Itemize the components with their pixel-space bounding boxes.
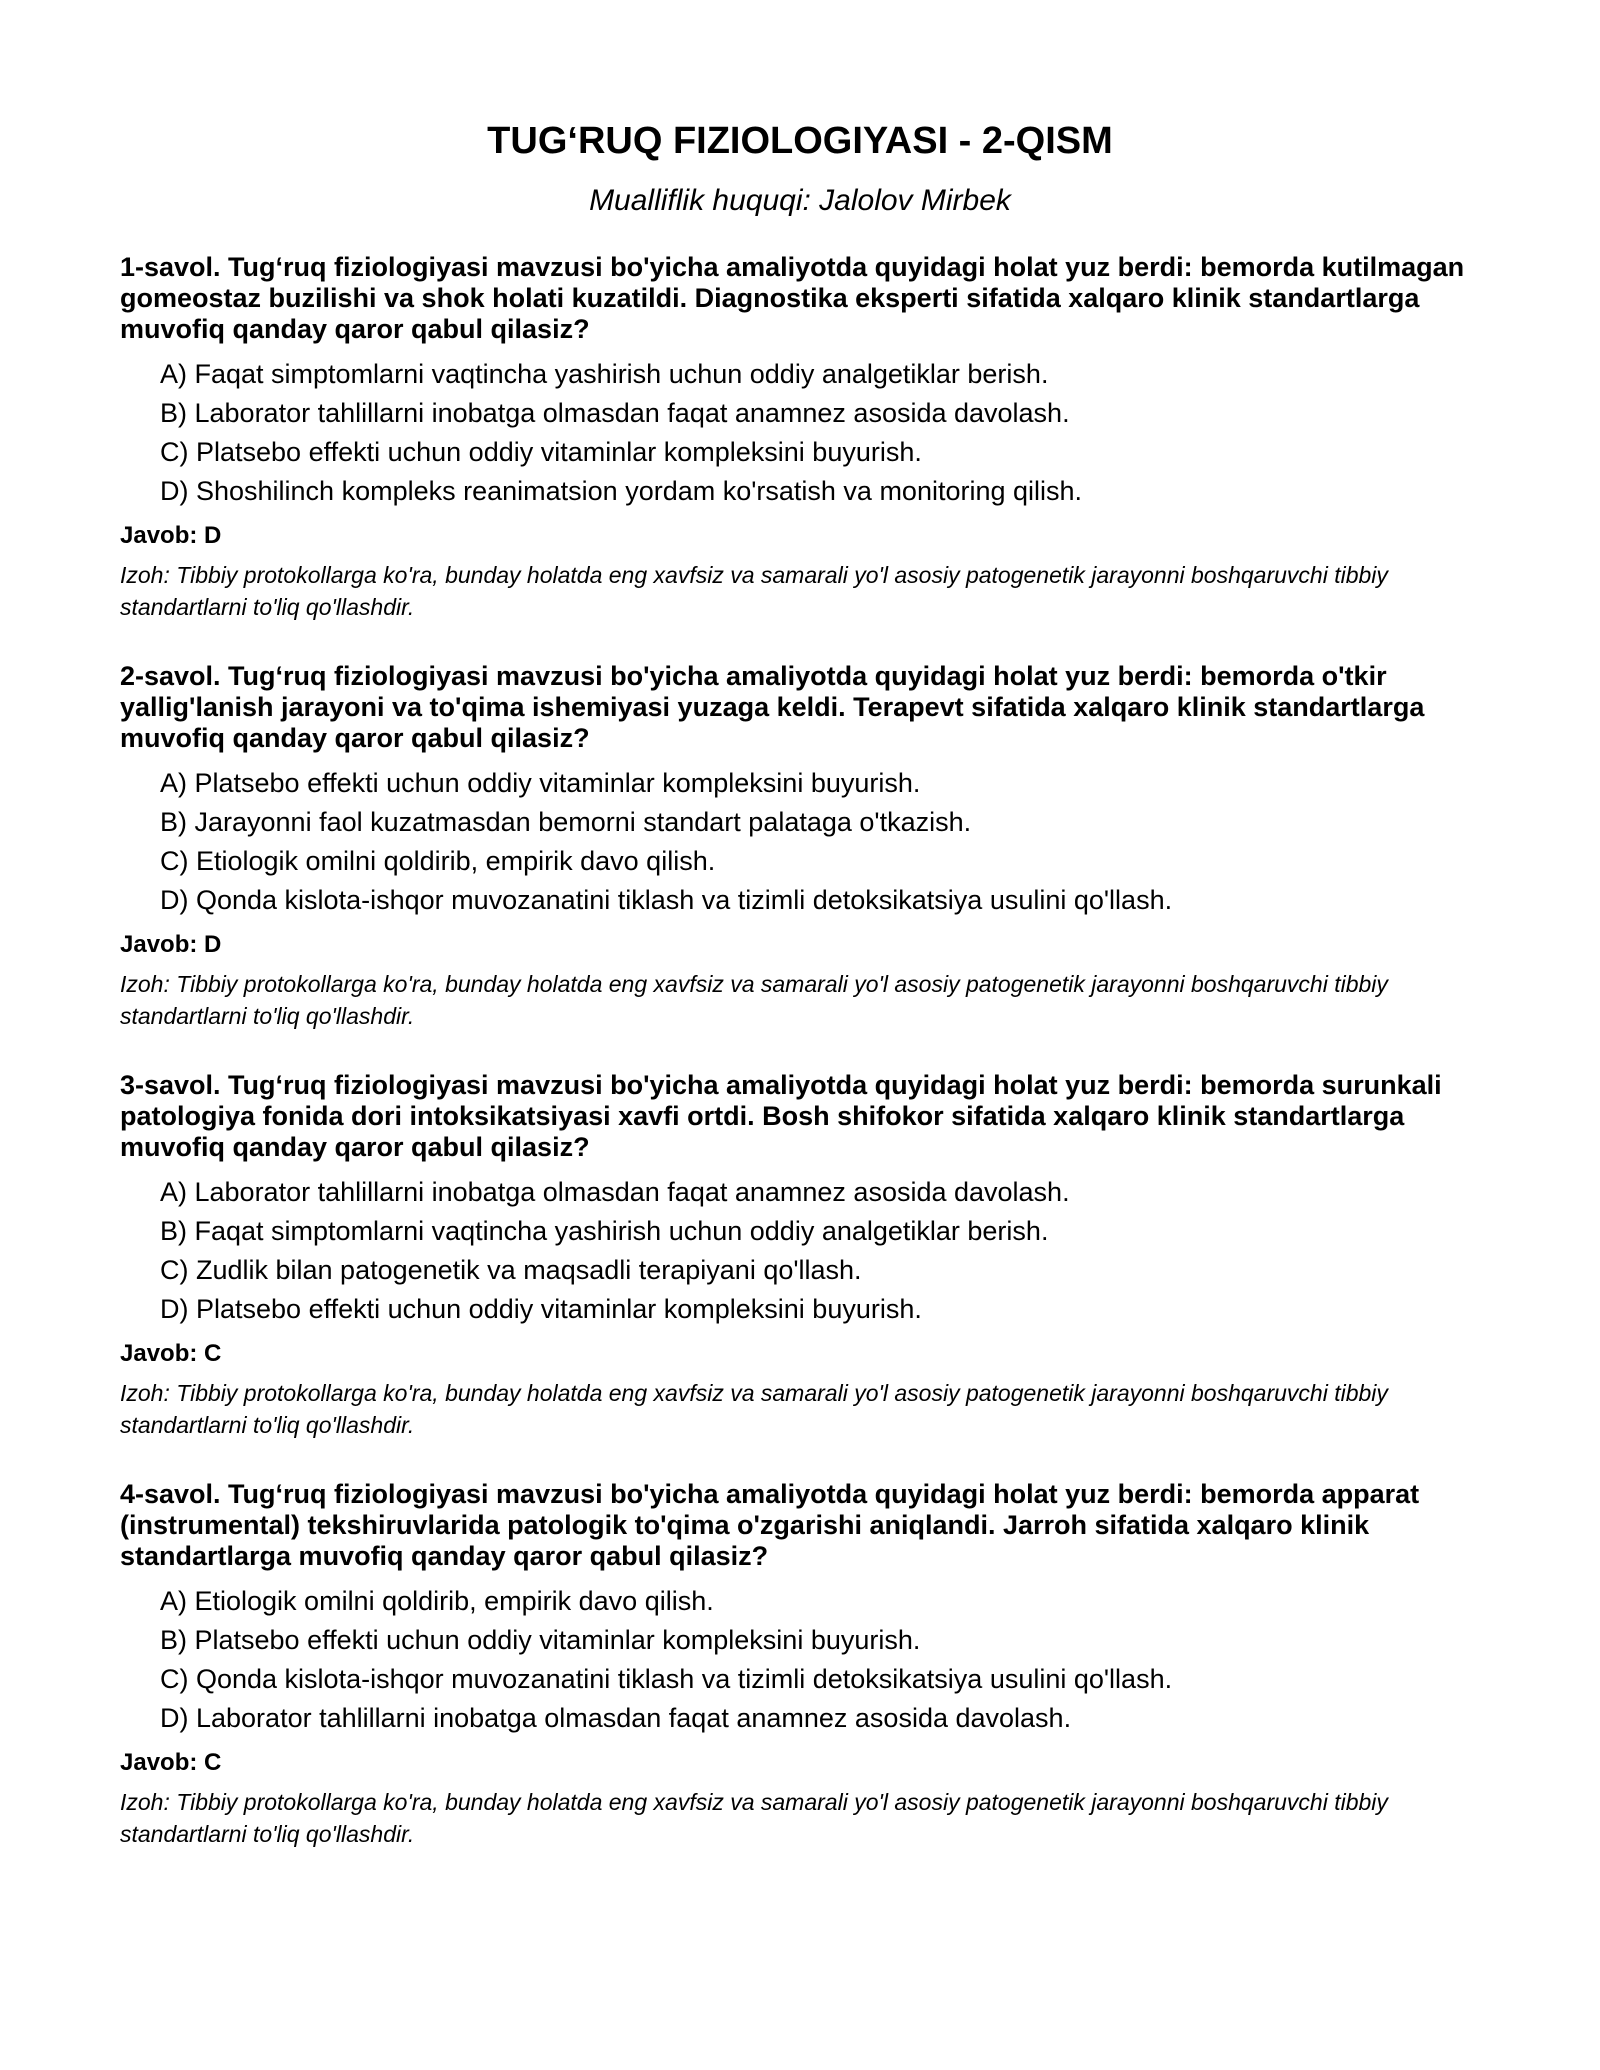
- answer-options: [120, 1582, 1480, 1738]
- option-d: D) Shoshilinch kompleks reanimatsion yordam ko'rsatish va monitoring qilish.: [160, 476, 1083, 506]
- option-a: A) Laborator tahlillarni inobatga olmasdan faqat anamnez asosida davolash.: [160, 1177, 1070, 1207]
- copyright-subtitle: Mualliflik huquqi: Jalolov Mirbek: [589, 184, 1011, 217]
- option-b: B) Laborator tahlillarni inobatga olmasdan faqat anamnez asosida davolash.: [160, 398, 1070, 428]
- option-a: A) Platsebo effekti uchun oddiy vitaminlar kompleksini buyurish.: [160, 768, 921, 798]
- question-block-1: [120, 252, 1480, 623]
- correct-answer: Javob: D: [120, 931, 222, 958]
- correct-answer: Javob: D: [120, 522, 222, 549]
- question-text: 3-savol. Tug‘ruq fiziologiyasi mavzusi bo'yicha amaliyotda quyidagi holat yuz berdi: bemorda surunkali patologiya fonida dori intoksikatsiyasi xavfi ortdi. Bosh shifokor sifatida xalqaro klinik standartlarga muvofiq qanday qaror qabul qilasiz?: [120, 1070, 1442, 1162]
- question-text: 1-savol. Tug‘ruq fiziologiyasi mavzusi bo'yicha amaliyotda quyidagi holat yuz berdi: bemorda kutilmagan gomeostaz buzilishi va shok holati kuzatildi. Diagnostika eksperti sifatida xalqaro klinik standartlarga muvofiq qanday qaror qabul qilasiz?: [120, 252, 1465, 344]
- correct-answer: Javob: C: [120, 1749, 222, 1776]
- option-b: B) Faqat simptomlarni vaqtincha yashirish uchun oddiy analgetiklar berish.: [160, 1216, 1049, 1246]
- explanation-note: Izoh: Tibbiy protokollarga ko'ra, bunday holatda eng xavfsiz va samarali yo'l asosiy patogenetik jarayonni boshqaruvchi tibbiy standartlarni to'liq qo'llashdir.: [120, 1789, 1388, 1847]
- page-title: TUG‘RUQ FIZIOLOGIYASI - 2-QISM: [487, 120, 1113, 162]
- option-b: B) Platsebo effekti uchun oddiy vitaminlar kompleksini buyurish.: [160, 1625, 921, 1655]
- option-d: D) Platsebo effekti uchun oddiy vitaminlar kompleksini buyurish.: [160, 1294, 922, 1324]
- answer-options: [120, 1173, 1480, 1329]
- option-d: D) Laborator tahlillarni inobatga olmasdan faqat anamnez asosida davolash.: [160, 1703, 1072, 1733]
- question-block-2: [120, 661, 1480, 1032]
- option-c: C) Platsebo effekti uchun oddiy vitaminlar kompleksini buyurish.: [160, 437, 922, 467]
- question-text: 2-savol. Tug‘ruq fiziologiyasi mavzusi bo'yicha amaliyotda quyidagi holat yuz berdi: bemorda o'tkir yallig'lanish jarayoni va to'qima ishemiyasi yuzaga keldi. Terapevt sifatida xalqaro klinik standartlarga muvofiq qanday qaror qabul qilasiz?: [120, 661, 1425, 753]
- question-block-4: [120, 1479, 1480, 1850]
- option-c: C) Etiologik omilni qoldirib, empirik davo qilish.: [160, 846, 716, 876]
- correct-answer: Javob: C: [120, 1340, 222, 1367]
- option-b: B) Jarayonni faol kuzatmasdan bemorni standart palataga o'tkazish.: [160, 807, 972, 837]
- option-a: A) Faqat simptomlarni vaqtincha yashirish uchun oddiy analgetiklar berish.: [160, 359, 1049, 389]
- option-d: D) Qonda kislota-ishqor muvozanatini tiklash va tizimli detoksikatsiya usulini qo'llash.: [160, 885, 1173, 915]
- question-block-3: [120, 1070, 1480, 1441]
- explanation-note: Izoh: Tibbiy protokollarga ko'ra, bunday holatda eng xavfsiz va samarali yo'l asosiy patogenetik jarayonni boshqaruvchi tibbiy standartlarni to'liq qo'llashdir.: [120, 971, 1388, 1029]
- answer-options: [120, 764, 1480, 920]
- question-text: 4-savol. Tug‘ruq fiziologiyasi mavzusi bo'yicha amaliyotda quyidagi holat yuz berdi: bemorda apparat (instrumental) tekshiruvlarida patologik to'qima o'zgarishi aniqlandi. Jarroh sifatida xalqaro klinik standartlarga muvofiq qanday qaror qabul qilasiz?: [120, 1479, 1420, 1571]
- explanation-note: Izoh: Tibbiy protokollarga ko'ra, bunday holatda eng xavfsiz va samarali yo'l asosiy patogenetik jarayonni boshqaruvchi tibbiy standartlarni to'liq qo'llashdir.: [120, 1380, 1388, 1438]
- option-a: A) Etiologik omilni qoldirib, empirik davo qilish.: [160, 1586, 714, 1616]
- option-c: C) Qonda kislota-ishqor muvozanatini tiklash va tizimli detoksikatsiya usulini qo'llash.: [160, 1664, 1173, 1694]
- option-c: C) Zudlik bilan patogenetik va maqsadli terapiyani qo'llash.: [160, 1255, 862, 1285]
- answer-options: [120, 355, 1480, 511]
- explanation-note: Izoh: Tibbiy protokollarga ko'ra, bunday holatda eng xavfsiz va samarali yo'l asosiy patogenetik jarayonni boshqaruvchi tibbiy standartlarni to'liq qo'llashdir.: [120, 562, 1388, 620]
